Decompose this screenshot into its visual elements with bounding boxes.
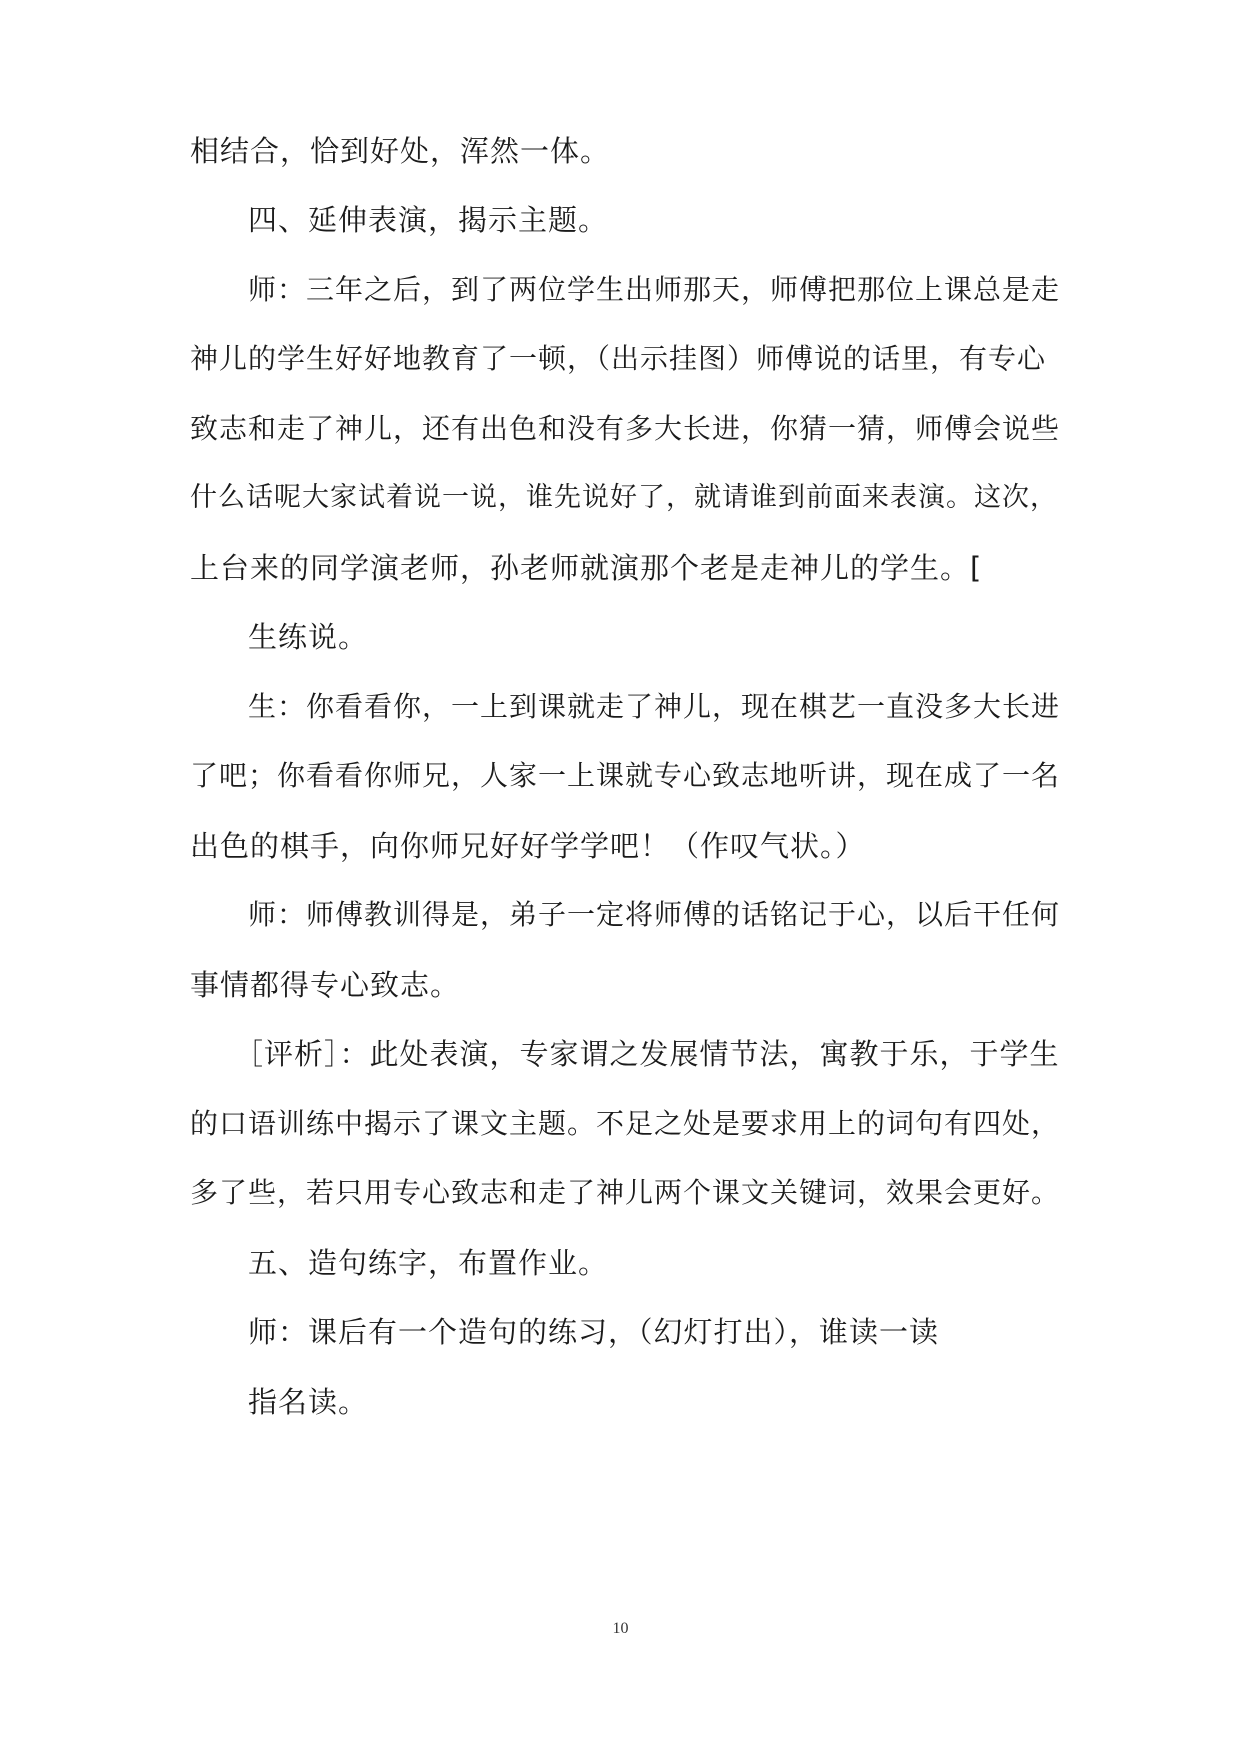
page-number: 10 [612,1620,629,1637]
text-line: 的口语训练中揭示了课文主题。不足之处是要求用上的词句有四处， [190,1107,1061,1140]
text-line: 师：三年之后，到了两位学生出师那天，师傅把那位上课总是走 [248,273,1061,306]
text-line: 相结合，恰到好处，浑然一体。 [190,134,611,168]
text-line: 指名读。 [248,1385,369,1419]
text-line: 事情都得专心致志。 [190,968,461,1002]
text-line: 什么话呢大家试着说一说，谁先说好了，就请谁到前面来表演。这次， [190,482,1058,513]
text-line: 生练说。 [248,620,369,654]
text-line: ［评析］：此处表演，专家谓之发展情节法，寓教于乐，于学生 [234,1037,1060,1071]
text-line: 生：你看看你，一上到课就走了神儿，现在棋艺一直没多大长进 [248,690,1061,723]
section-heading: 四、延伸表演，揭示主题。 [248,203,609,237]
text-line: 致志和走了神儿，还有出色和没有多大长进，你猜一猜，师傅会说些 [190,412,1061,445]
text-line: 出色的棋手，向你师兄好好学学吧！（作叹气状。） [190,829,866,863]
text-line: 多了些，若只用专心致志和走了神儿两个课文关键词，效果会更好。 [190,1176,1061,1209]
section-heading: 五、造句练字，布置作业。 [248,1246,609,1280]
text-line: 了吧；你看看你师兄，人家一上课就专心致志地听讲，现在成了一名 [190,759,1061,792]
text-line: 上台来的同学演老师，孙老师就演那个老是走神儿的学生。[ [190,551,983,585]
text-line: 神儿的学生好好地教育了一顿，（出示挂图）师傅说的话里，有专心 [190,342,1047,375]
text-line: 师：课后有一个造句的练习，（幻灯打出），谁读一读 [248,1315,940,1349]
text-line: 师：师傅教训得是，弟子一定将师傅的话铭记于心，以后干任何 [248,898,1061,931]
